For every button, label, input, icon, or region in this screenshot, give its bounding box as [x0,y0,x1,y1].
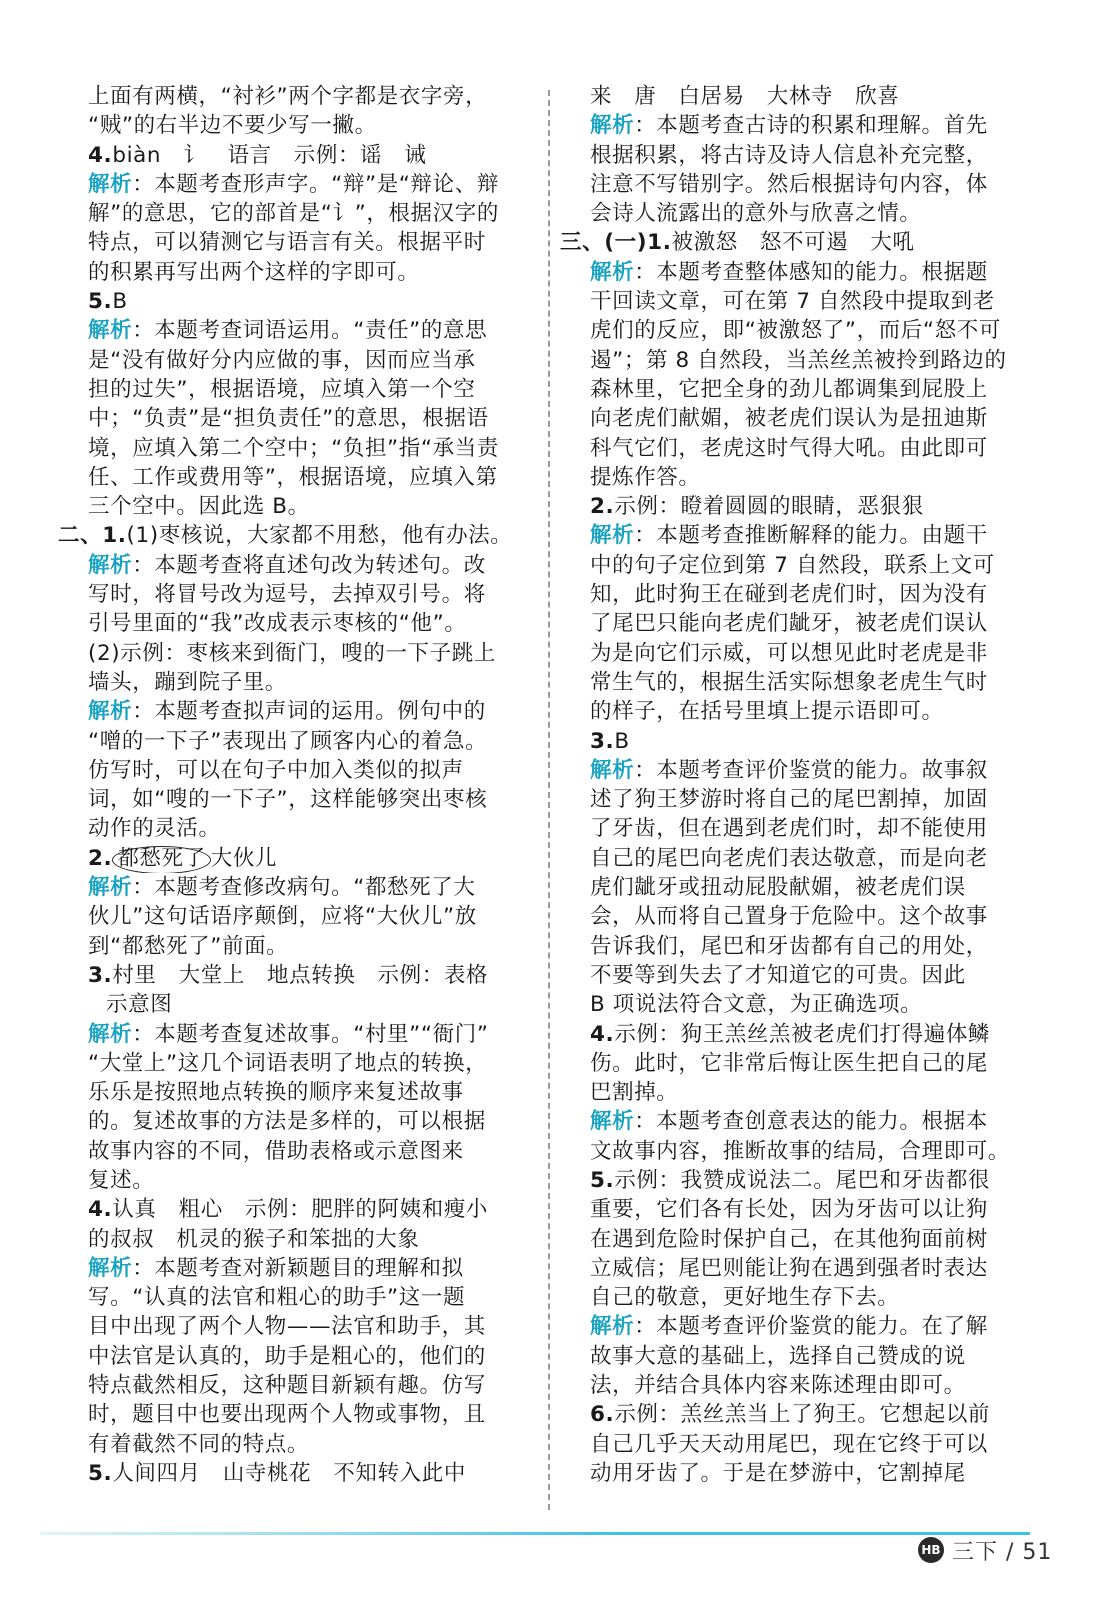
question-number: 4. [590,1021,615,1047]
analysis-label: 解析 [590,1109,635,1135]
analysis-label: 解析 [88,1021,133,1047]
text-line: 词，如“嗖的一下子”，这样能够突出枣核 [88,787,488,813]
text-line: 述了狗王梦游时将自己的尾巴割掉，加固 [590,787,988,813]
analysis-text: ：本题考查复述故事。“村里”“衙门” [132,1021,489,1047]
analysis-line [590,756,1030,785]
answer-line [590,1166,1030,1195]
analysis-text: ：本题考查推断解释的能力。由题干 [634,523,988,549]
analysis-label: 解析 [88,318,133,344]
text-line: 到“都愁死了”前面。 [88,933,289,959]
text-line: 自己的敬意，更好地生存下去。 [590,1285,900,1311]
text-line: 上面有两横，“衬衫”两个字都是衣字旁， [88,84,488,109]
text-line: 自己几乎天天动用尾巴，现在它终于可以 [590,1431,988,1457]
answer-line [590,1400,1030,1429]
answer-line [88,1195,518,1224]
answer-text: 人间四月 山寺桃花 不知转入此中 [112,1460,466,1486]
text-line: 时，题目中也要出现两个人物或事物，且 [88,1402,486,1428]
text-line: “贼”的右半边不要少写一撇。 [88,113,377,139]
text-line: 三个空中。因此选 B。 [88,494,310,520]
analysis-label: 解析 [88,171,133,197]
answer-text: biàn 讠 语言 示例：谣 诫 [112,142,427,168]
page-footer [918,1530,1052,1570]
analysis-text: ：本题考查评价鉴赏的能力。在了解 [634,1314,988,1340]
text-line: 复述。 [88,1167,155,1193]
analysis-text: ：本题考查形声字。“辩”是“辩论、辩 [132,171,499,197]
text-line: 中；“负责”是“担负责任”的意思，根据语 [88,406,489,432]
text-line: 故事大意的基础上，选择自己赞成的说 [590,1343,966,1369]
text-line: 伤。此时，它非常后悔让医生把自己的尾 [590,1050,988,1076]
analysis-line [88,873,518,902]
question-number: 5. [590,1167,615,1193]
text-line: 注意不写错别字。然后根据诗句内容，体 [590,171,988,197]
analysis-text: ：本题考查整体感知的能力。根据题 [634,259,988,285]
question-number: 3. [88,962,113,988]
question-number: 3. [590,728,615,754]
analysis-line [88,551,518,580]
text-line: 任、工作或费用等”，根据语境，应填入第 [88,464,498,490]
analysis-label: 解析 [88,699,133,725]
text-line: 干回读文章，可在第 7 自然段中提取到老 [590,289,995,315]
question-number: 2. [590,494,615,520]
text-line: 在遇到危险时保护自己，在其他狗面前树 [590,1226,988,1252]
text-line: 提炼作答。 [590,464,701,490]
answer-text: B [614,728,630,754]
text-line: 中的句子定位到第 7 自然段，联系上文可 [590,552,995,578]
answer-text: (1)枣核说，大家都不用愁，他有办法。 [126,523,513,549]
text-line: 示意图 [106,992,173,1018]
text-line: “大堂上”这几个词语表明了地点的转换， [88,1050,488,1076]
text-line: 伙儿”这句话语序颠倒，应将“大伙儿”放 [88,904,477,930]
answer-line [590,727,1030,756]
question-number: 二、1. [58,523,127,549]
answer-text: 示例：我赞成说法二。尾巴和牙齿都很 [614,1167,991,1193]
question-number: 4. [88,142,113,168]
analysis-line [590,1107,1030,1136]
analysis-label: 解析 [88,875,133,901]
text-line: 乐乐是按照地点转换的顺序来复述故事 [88,1080,464,1106]
text-line: 巴割掉。 [590,1080,679,1106]
text-line: 遏”；第 8 自然段，当羔丝羔被拎到路边的 [590,347,1007,373]
answer-line [88,287,518,316]
text-line: 告诉我们，尾巴和牙齿都有自己的用处， [590,933,988,959]
analysis-text: ：本题考查词语运用。“责任”的意思 [132,318,488,344]
answer-text: 示例：羔丝羔当上了狗王。它想起以前 [614,1402,991,1428]
text-line: 故事内容的不同，借助表格或示意图来 [88,1138,464,1164]
question-number: 4. [88,1197,113,1223]
analysis-line [590,521,1030,550]
question-number: 三、(一)1. [560,230,672,256]
text-line: 写时，将冒号改为逗号，去掉双引号。将 [88,582,486,608]
text-line: 立威信；尾巴则能让狗在遇到强者时表达 [590,1255,988,1281]
question-number: 5. [88,1460,113,1486]
answer-line [560,228,1030,257]
text-line: 的样子，在括号里填上提示语即可。 [590,699,944,725]
answer-line [88,844,518,873]
text-line: 为是向它们示威，可以想见此时老虎是非 [590,640,988,666]
column-divider [548,90,550,1510]
text-line: 写。“认真的法官和粗心的助手”这一题 [88,1285,466,1311]
answer-text: B [112,289,128,315]
text-line: 仿写时，可以在句子中加入类似的拟声 [88,757,464,783]
text-line: 解”的意思，它的部首是“讠”，根据汉字的 [88,201,499,227]
text-line: 的叔叔 机灵的猴子和笨拙的大象 [88,1226,420,1252]
answer-line [590,1020,1030,1049]
answer-line [88,141,518,170]
text-line: 了尾巴只能向老虎们龇牙，被老虎们误认 [590,611,988,637]
analysis-label: 解析 [88,1255,133,1281]
hb-badge-icon: HB [918,1537,944,1563]
text-line: 虎们龇牙或扭动屁股献媚，被老虎们误 [590,875,966,901]
answer-text: 示例：狗王羔丝羔被老虎们打得遍体鳞 [614,1021,991,1047]
text-line: 森林里，它把全身的劲儿都调集到屁股上 [590,376,988,402]
text-line: 中法官是认真的，助手是粗心的，他们的 [88,1343,486,1369]
text-line: 是“没有做好分内应做的事，因而应当承 [88,347,476,373]
text-line: 知，此时狗王在碰到老虎们时，因为没有 [590,582,988,608]
answer-line [88,961,518,990]
circled-phrase: 都愁死了 [112,846,210,873]
text-line: 动作的灵活。 [88,816,221,842]
analysis-label: 解析 [590,757,635,783]
text-line: 向老虎们献媚，被老虎们误认为是扭迪斯 [590,406,988,432]
analysis-line [88,316,518,345]
answer-text: 村里 大堂上 地点转换 示例：表格 [112,962,489,988]
text-line: 墙头，蹦到院子里。 [88,669,287,695]
analysis-label: 解析 [88,552,133,578]
analysis-line [88,697,518,726]
analysis-label: 解析 [590,1314,635,1340]
right-column [560,82,1030,1488]
analysis-text: ：本题考查拟声词的运用。例句中的 [132,699,486,725]
text-line: (2)示例：枣核来到衙门，嗖的一下子跳上 [88,640,496,666]
analysis-text: ：本题考查将直述句改为转述句。改 [132,552,486,578]
text-line: 动用牙齿了。于是在梦游中，它割掉尾 [590,1460,966,1486]
text-line: 目中出现了两个人物——法官和助手，其 [88,1314,486,1340]
analysis-text: ：本题考查古诗的积累和理解。首先 [634,113,988,139]
answer-text: 认真 粗心 示例：肥胖的阿姨和瘦小 [112,1197,489,1223]
analysis-label: 解析 [590,113,635,139]
analysis-text: ：本题考查评价鉴赏的能力。故事叙 [634,757,988,783]
text-line: 常生气的，根据生活实际想象老虎生气时 [590,669,988,695]
answer-line [590,492,1030,521]
text-line: 文故事内容，推断故事的结局，合理即可。 [590,1138,1010,1164]
analysis-line [88,170,518,199]
text-line: 了牙齿，但在遇到老虎们时，却不能使用 [590,816,988,842]
analysis-label: 解析 [590,523,635,549]
answer-line [88,1459,518,1488]
text-line: 的积累再写出两个这样的字即可。 [88,259,420,285]
text-line: 会诗人流露出的意外与欣喜之情。 [590,201,922,227]
analysis-line [590,1312,1030,1341]
text-line: 自己的尾巴向老虎们表达敬意，而是向老 [590,845,988,871]
analysis-label: 解析 [590,259,635,285]
text-line: 重要，它们各有长处，因为牙齿可以让狗 [590,1197,988,1223]
question-number: 2. [88,845,113,871]
text-line: 境，应填入第二个空中；“负担”指“承当责 [88,435,499,461]
analysis-text: ：本题考查创意表达的能力。根据本 [634,1109,988,1135]
analysis-text: ：本题考查对新颖题目的理解和拟 [132,1255,464,1281]
question-number: 5. [88,289,113,315]
text-line: 引号里面的“我”改成表示枣核的“他”。 [88,611,467,637]
analysis-line [590,258,1030,287]
answer-text: 被激怒 怒不可遏 大吼 [671,230,915,256]
text-line: B 项说法符合文意，为正确选项。 [590,992,923,1018]
analysis-line [590,111,1030,140]
text-line: 特点，可以猜测它与语言有关。根据平时 [88,230,486,256]
answer-text: 示例：瞪着圆圆的眼睛，恶狠狠 [614,494,924,520]
text-line: 的。复述故事的方法是多样的，可以根据 [88,1109,486,1135]
text-line: 有着截然不同的特点。 [88,1431,310,1457]
text-line: 来 唐 白居易 大林寺 欣喜 [590,84,900,109]
bottom-rule [40,1532,1030,1535]
page-number: 三下 / 51 [952,1539,1053,1565]
text-line: 科气它们，老虎这时气得大吼。由此即可 [590,435,988,461]
analysis-text: ：本题考查修改病句。“都愁死了大 [132,875,476,901]
text-line: 根据积累，将古诗及诗人信息补充完整， [590,142,988,168]
answer-text: 大伙儿 [210,845,278,871]
text-line: 会，从而将自己置身于危险中。这个故事 [590,904,988,930]
text-line: 担的过失”，根据语境，应填入第一个空 [88,376,476,402]
analysis-line [88,1254,518,1283]
text-line: 法，并结合具体内容来陈述理由即可。 [590,1373,966,1399]
text-line: 虎们的反应，即“被激怒了”，而后“怒不可 [590,318,1001,344]
text-line: “噌的一下子”表现出了顾客内心的着急。 [88,728,488,754]
question-number: 6. [590,1402,615,1428]
text-line: 特点截然相反，这种题目新颖有趣。仿写 [88,1373,486,1399]
left-column [58,82,518,1488]
text-line: 不要等到失去了才知道它的可贵。因此 [590,962,966,988]
answer-line [58,521,518,550]
analysis-line [88,1020,518,1049]
